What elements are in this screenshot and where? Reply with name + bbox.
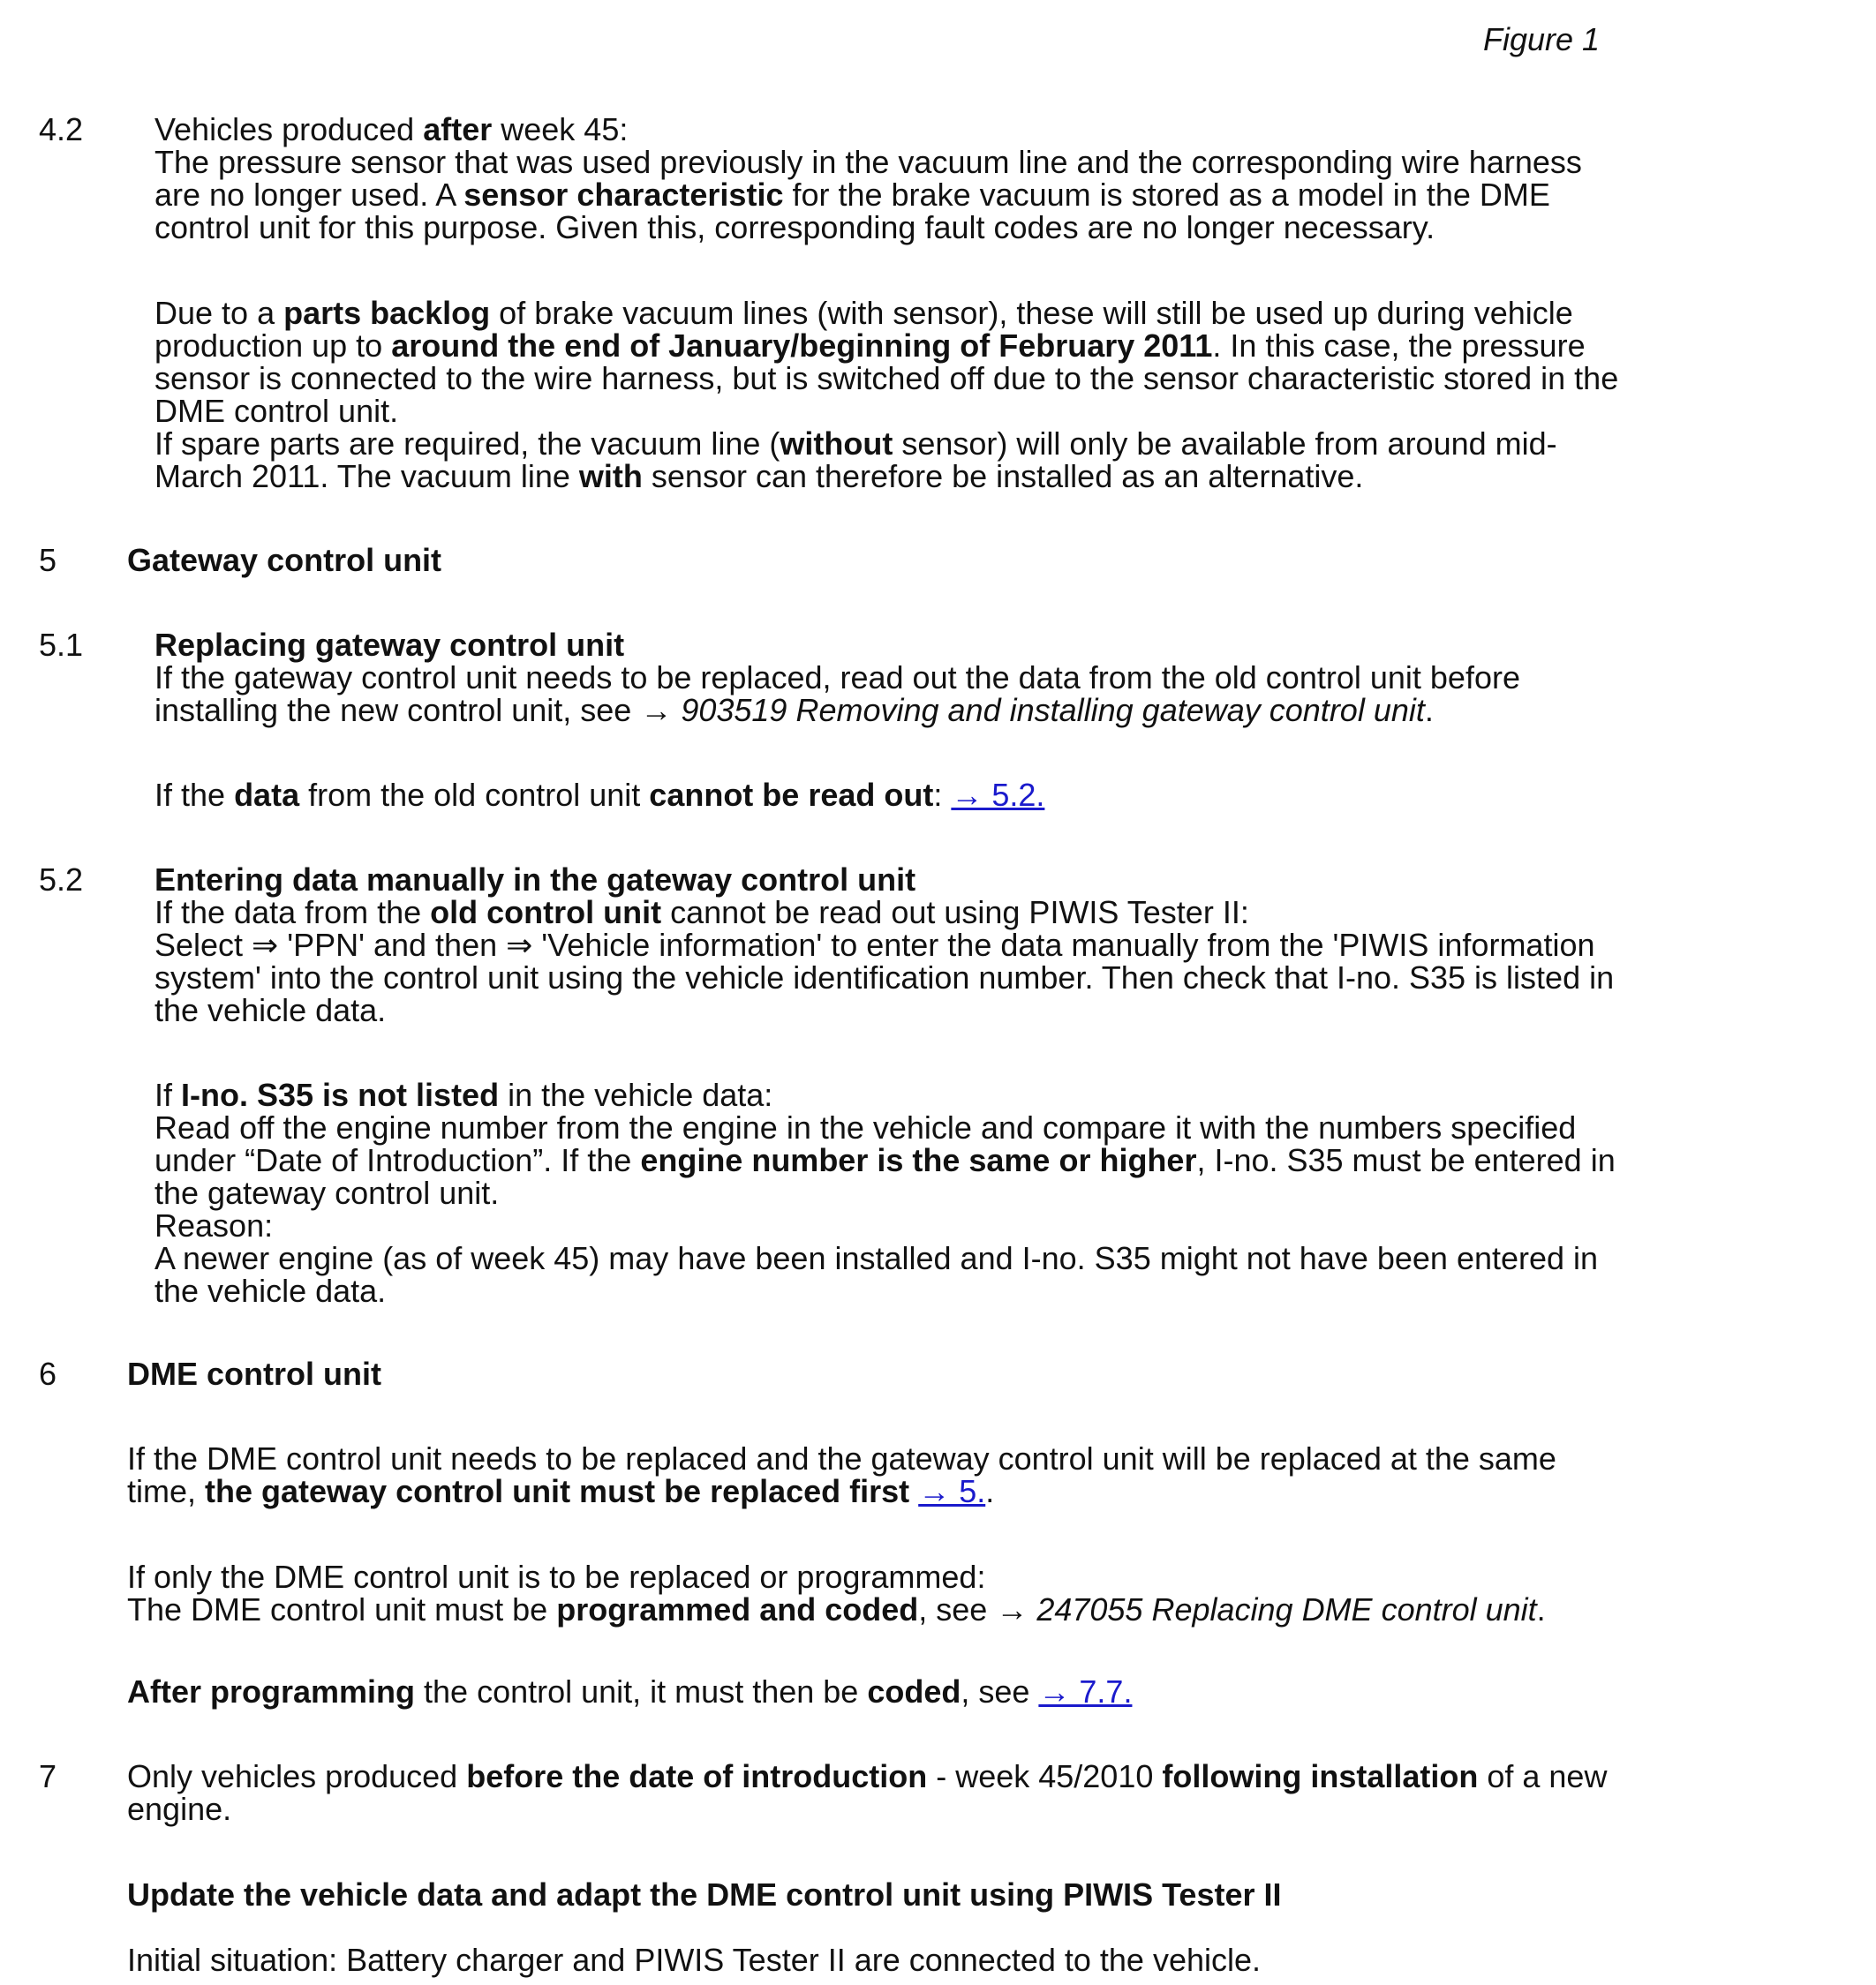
section-4-2-paragraph-1: Vehicles produced after week 45: The pressure sensor that was used previously in the vacuum line and the corresponding wire harness are no longer used. A sensor characteristic for the brake vacuum is stored as a model in the DME control unit for this purpose. Given this, corresponding fault codes are no longer necessary. xyxy=(154,111,1582,245)
section-5-1-body: Replacing gateway control unit If the gateway control unit needs to be replaced, read out the data from the old control unit before installing the new control unit, see → 903519 Removing and installing gateway control unit. xyxy=(154,628,1867,726)
section-number-5-1: 5.1 xyxy=(39,627,84,663)
section-5-1-paragraph-2: If the data from the old control unit cannot be read out: → 5.2. xyxy=(154,777,1045,813)
section-5-2-body: Entering data manually in the gateway control unit If the data from the old control unit cannot be read out using PIWIS Tester II: Select ⇒ 'PPN' and then ⇒ 'Vehicle information' to enter the data manually from the 'PIWIS information system' into the control unit using the vehicle identification number. Then check that I-no. S35 is listed in the vehicle data. xyxy=(154,863,1867,1026)
section-4-2-paragraph-2: Due to a parts backlog of brake vacuum lines (with sensor), these will still be used up during vehicle production up to around the end of January/beginning of February 2011. In this case, the pressure sensor is connected to the wire harness, but is switched off due to the sensor characteristic stored in the DME control unit. If spare parts are required, the vacuum line (without sensor) will only be available from around mid- March 2011. The vacuum line with sensor can therefore be installed as an alternative. xyxy=(154,295,1619,494)
section-number-5-2: 5.2 xyxy=(39,861,84,898)
section-6-heading: DME control unit xyxy=(127,1356,381,1392)
figure-caption: Figure 1 xyxy=(1483,21,1601,57)
section-5-heading: Gateway control unit xyxy=(127,542,442,578)
section-number-4-2: 4.2 xyxy=(39,111,84,147)
link-section-7-7[interactable]: → 7.7. xyxy=(1038,1673,1133,1710)
section-5-1-heading: Replacing gateway control unit xyxy=(154,627,625,663)
section-6-paragraph-1: If the DME control unit needs to be replaced and the gateway control unit will be replaced at the same time, the gateway control unit must be replaced first → 5.. xyxy=(127,1440,1556,1509)
section-number-6: 6 xyxy=(39,1356,57,1392)
section-7-subtitle: Update the vehicle data and adapt the DME control unit using PIWIS Tester II xyxy=(127,1876,1282,1913)
link-section-5-2[interactable]: → 5.2. xyxy=(951,777,1045,813)
section-6-paragraph-3: After programming the control unit, it must then be coded, see → 7.7. xyxy=(127,1673,1133,1710)
link-section-5[interactable]: → 5. xyxy=(918,1473,986,1509)
section-6-paragraph-2: If only the DME control unit is to be replaced or programmed: The DME control unit must be programmed and coded, see → 247055 Replacing DME control unit. xyxy=(127,1559,1546,1628)
section-7-initial-situation: Initial situation: Battery charger and PIWIS Tester II are connected to the vehicle. xyxy=(127,1942,1262,1978)
section-number-5: 5 xyxy=(39,542,57,578)
section-number-7: 7 xyxy=(39,1758,57,1794)
section-7-paragraph-1: Only vehicles produced before the date of introduction - week 45/2010 following installation of a new engine. xyxy=(127,1758,1608,1827)
section-5-2-paragraph-2: If I-no. S35 is not listed in the vehicle data: Read off the engine number from the engine in the vehicle and compare it with the numbers specified under “Date of Introduction”. If the engine number is the same or higher, I-no. S35 must be entered in the gateway control unit. Reason: A newer engine (as of week 45) may have been installed and I-no. S35 might not have been entered in the vehicle data. xyxy=(154,1077,1616,1309)
section-5-2-heading: Entering data manually in the gateway control unit xyxy=(154,861,916,898)
